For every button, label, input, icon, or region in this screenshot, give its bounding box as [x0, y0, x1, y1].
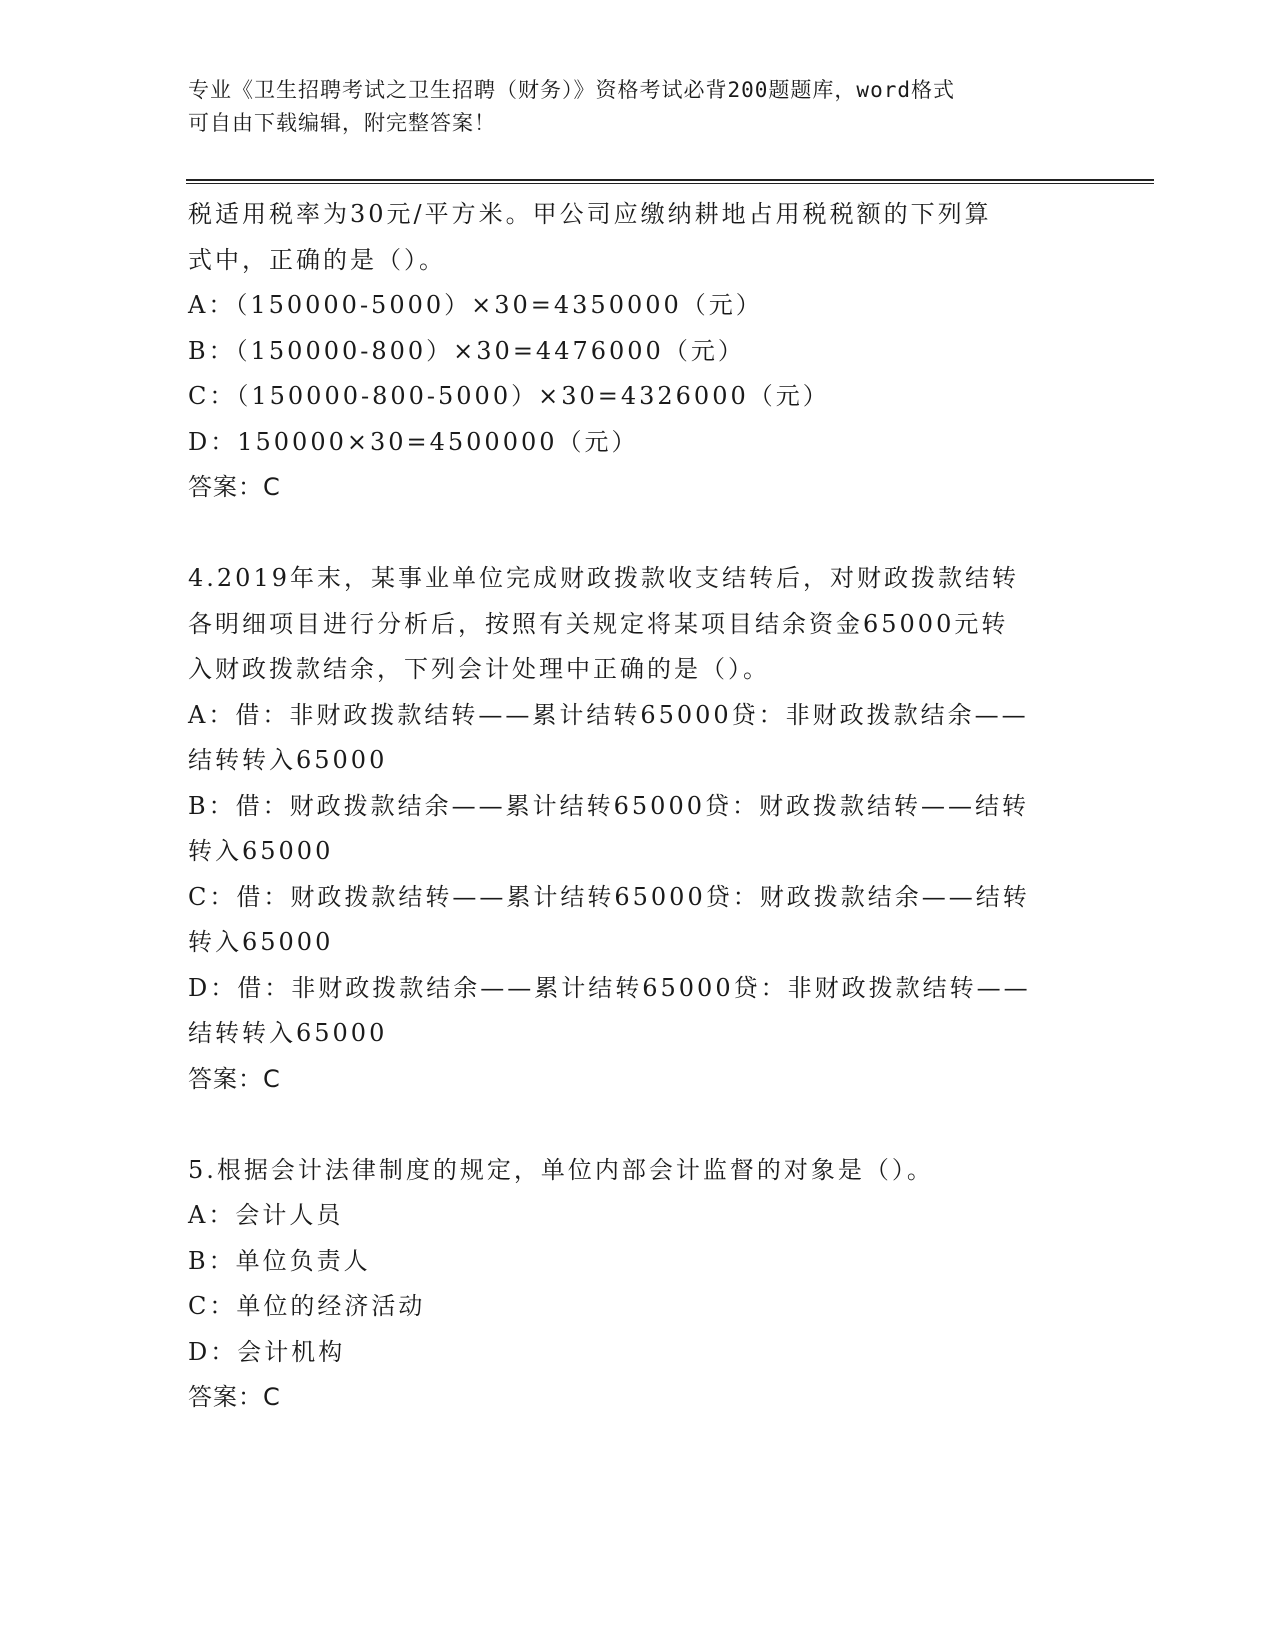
header-divider — [186, 179, 1154, 184]
question-4 — [188, 556, 1088, 1102]
question-stem: 税适用税率为30元/平方米。甲公司应缴纳耕地占用税税额的下列算 — [188, 200, 992, 228]
option-d: 结转转入65000 — [188, 1019, 388, 1047]
option-b: 转入65000 — [188, 837, 334, 865]
spacer — [188, 1102, 1088, 1148]
option-a: A：会计人员 — [188, 1201, 344, 1229]
answer-label: 答案：C — [188, 473, 281, 501]
option-d: D：借：非财政拨款结余——累计结转65000贷：非财政拨款结转—— — [188, 973, 1031, 1002]
header-title-line-1: 专业《卫生招聘考试之卫生招聘（财务）》资格考试必背200题题库，word格式 — [188, 78, 955, 102]
question-stem: 4.2019年末，某事业单位完成财政拨款收支结转后，对财政拨款结转 — [188, 564, 1019, 592]
option-a: 结转转入65000 — [188, 746, 388, 774]
option-b: B：单位负责人 — [188, 1246, 371, 1275]
option-b: B：（150000-800）×30=4476000（元） — [188, 336, 745, 365]
question-list — [188, 192, 1088, 1421]
option-d: D：150000×30=4500000（元） — [188, 427, 639, 456]
question-stem: 式中，正确的是（）。 — [188, 245, 446, 274]
answer-label: 答案：C — [188, 1383, 281, 1411]
question-3 — [188, 192, 1088, 511]
question-stem: 5.根据会计法律制度的规定，单位内部会计监督的对象是（）。 — [188, 1155, 934, 1184]
spacer — [188, 511, 1088, 557]
answer-label: 答案：C — [188, 1064, 281, 1093]
document-header — [188, 74, 1088, 140]
question-stem: 各明细项目进行分析后，按照有关规定将某项目结余资金65000元转 — [188, 609, 1009, 638]
option-c: C：单位的经济活动 — [188, 1292, 426, 1320]
option-c: C：（150000-800-5000）×30=4326000（元） — [188, 382, 830, 410]
option-c: C：借：财政拨款结转——累计结转65000贷：财政拨款结余——结转 — [188, 882, 1030, 911]
option-c: 转入65000 — [188, 928, 334, 956]
option-a: A：（150000-5000）×30=4350000（元） — [188, 291, 763, 319]
option-b: B：借：财政拨款结余——累计结转65000贷：财政拨款结转——结转 — [188, 791, 1029, 820]
header-title-line-2: 可自由下载编辑，附完整答案！ — [188, 111, 496, 135]
question-stem: 入财政拨款结余，下列会计处理中正确的是（）。 — [188, 655, 770, 683]
option-a: A：借：非财政拨款结转——累计结转65000贷：非财政拨款结余—— — [188, 700, 1029, 729]
question-5 — [188, 1148, 1088, 1421]
option-d: D：会计机构 — [188, 1337, 346, 1366]
